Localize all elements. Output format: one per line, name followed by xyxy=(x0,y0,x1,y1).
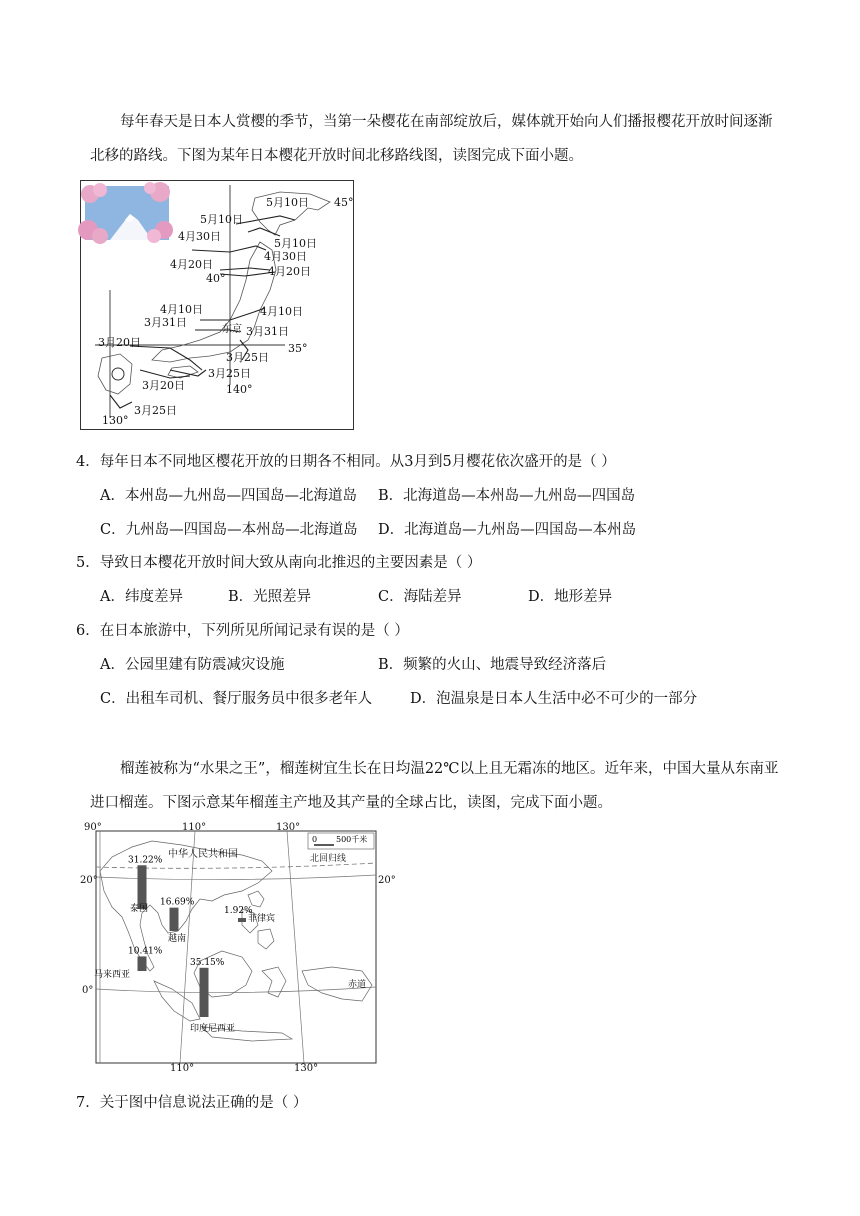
label-may10-right: 5月10日 xyxy=(266,196,309,209)
label-apr10-left: 4月10日 xyxy=(160,303,203,316)
lon-110-bottom-label: 110° xyxy=(170,1063,195,1074)
bar-value-label-3: 10.41% xyxy=(128,946,163,957)
question-6-option-a[interactable]: A．公园里建有防震减灾设施 xyxy=(100,657,285,673)
label-apr30-right: 4月30日 xyxy=(264,250,307,263)
question-5-option-b[interactable]: B．光照差异 xyxy=(228,589,312,605)
label-mar25-bottom: 3月25日 xyxy=(134,404,177,417)
label-mar20-left: 3月20日 xyxy=(98,336,141,349)
lat-40-label: 40° xyxy=(206,272,226,285)
label-mar25-mid: 3月25日 xyxy=(208,367,251,380)
label-apr30-left: 4月30日 xyxy=(178,230,221,243)
lon-130-bottom-label: 130° xyxy=(294,1063,319,1074)
question-6-option-b[interactable]: B．频繁的火山、地震导致经济落后 xyxy=(378,657,607,673)
label-tokyo: 东京 xyxy=(222,324,242,335)
bar-0 xyxy=(138,865,147,909)
durian-production-map xyxy=(80,821,396,1075)
bar-4 xyxy=(200,968,209,1017)
bar-value-label-2: 1.92% xyxy=(224,906,253,916)
cherry-blossom-photo xyxy=(78,182,173,244)
bar-category-label-0: 泰国 xyxy=(130,904,149,914)
bar-category-label-4: 印度尼西亚 xyxy=(190,1024,236,1034)
lat-20-left-label: 20° xyxy=(80,875,98,886)
scale-zero-label: 0 xyxy=(312,835,318,844)
label-apr10-right: 4月10日 xyxy=(260,305,303,318)
lon-130-top-label: 130° xyxy=(276,822,301,833)
lon-130-label: 130° xyxy=(102,414,129,427)
bar-3 xyxy=(138,956,147,971)
bar-1 xyxy=(170,908,179,931)
lat-35-label: 35° xyxy=(288,342,308,355)
japan-cherry-blossom-map xyxy=(80,180,354,434)
lon-90-label: 90° xyxy=(84,822,102,833)
bar-value-label-0: 31.22% xyxy=(128,855,163,866)
label-mar25-right: 3月25日 xyxy=(226,351,269,364)
label-apr20-left: 4月20日 xyxy=(170,258,213,271)
lon-110-top-label: 110° xyxy=(182,822,207,833)
china-label: 中华人民共和国 xyxy=(168,849,238,860)
scale-length-label: 500千米 xyxy=(336,835,368,844)
bar-category-label-1: 越南 xyxy=(168,934,187,944)
passage-intro-1: 每年春天是日本人赏樱的季节，当第一朵樱花在南部绽放后，媒体就开始向人们播报樱花开放时间逐渐北移的路线。下图为某年日本樱花开放时间北移路线图，读图完成下面小题。 xyxy=(90,114,773,164)
bar-category-label-2: 菲律宾 xyxy=(248,914,276,924)
bar-value-label-1: 16.69% xyxy=(160,897,195,908)
question-7-stem: 7．关于图中信息说法正确的是（ ） xyxy=(76,1095,308,1111)
bar-value-label-4: 35.15% xyxy=(190,957,225,968)
question-6-stem: 6．在日本旅游中，下列所见所闻记录有误的是（ ） xyxy=(76,623,409,639)
label-may10-right-2: 5月10日 xyxy=(274,237,317,250)
question-4-stem: 4．每年日本不同地区樱花开放的日期各不相同。从3月到5月樱花依次盛开的是（ ） xyxy=(76,454,616,470)
bar-2 xyxy=(238,918,246,922)
question-4-option-d[interactable]: D．北海道岛—九州岛—四国岛—本州岛 xyxy=(378,522,637,538)
label-apr20-right: 4月20日 xyxy=(268,265,311,278)
equator-label: 赤道 xyxy=(348,980,367,990)
bar-category-label-3: 马来西亚 xyxy=(94,970,131,980)
lon-140-label: 140° xyxy=(226,383,253,396)
question-5-option-c[interactable]: C．海陆差异 xyxy=(378,589,462,605)
passage-intro-2: 榴莲被称为“水果之王”，榴莲树宜生长在日均温22℃以上且无霜冻的地区。近年来，中国大量从东南亚进口榴莲。下图示意某年榴莲主产地及其产量的全球占比，读图，完成下面小题。 xyxy=(90,761,779,811)
question-5-stem: 5．导致日本樱花开放时间大致从南向北推迟的主要因素是（ ） xyxy=(76,555,482,571)
question-4-option-b[interactable]: B．北海道岛—本州岛—九州岛—四国岛 xyxy=(378,488,636,504)
label-may10-left: 5月10日 xyxy=(200,213,243,226)
tropic-label: 北回归线 xyxy=(310,854,347,864)
label-mar31-right: 3月31日 xyxy=(246,325,289,338)
japan-map-svg xyxy=(80,180,354,430)
question-6-option-c[interactable]: C．出租车司机、餐厅服务员中很多老年人 xyxy=(100,691,373,707)
question-5-option-d[interactable]: D．地形差异 xyxy=(528,589,613,605)
label-mar31-left: 3月31日 xyxy=(144,316,187,329)
question-4-option-c[interactable]: C．九州岛—四国岛—本州岛—北海道岛 xyxy=(100,522,358,538)
lat-0-left-label: 0° xyxy=(82,985,94,996)
label-mar20-bottom: 3月20日 xyxy=(142,379,185,392)
lat-45-label: 45° xyxy=(334,196,354,209)
question-4-option-a[interactable]: A．本州岛—九州岛—四国岛—北海道岛 xyxy=(100,488,357,504)
lat-20-right-label: 20° xyxy=(378,875,396,886)
question-6-option-d[interactable]: D．泡温泉是日本人生活中必不可少的一部分 xyxy=(410,691,698,707)
durian-map-svg xyxy=(80,821,396,1074)
question-5-option-a[interactable]: A．纬度差异 xyxy=(100,589,183,605)
